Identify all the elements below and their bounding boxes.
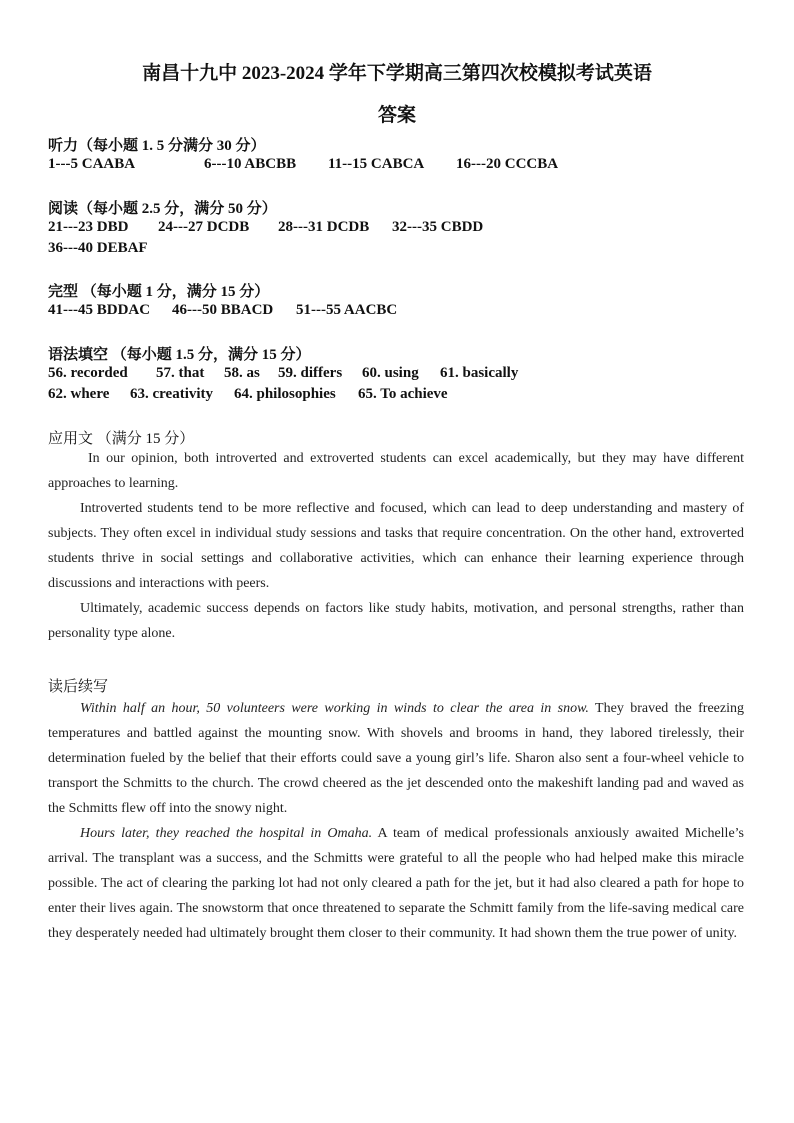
- answer-group: 21---23 DBD: [48, 219, 129, 235]
- answer-group: 24---27 DCDB: [158, 219, 250, 235]
- answer-item: 64. philosophies: [234, 386, 336, 402]
- answer-item: 59. differs: [278, 365, 343, 381]
- answer-item: 58. as: [224, 365, 260, 381]
- paragraph-body: A team of medical professionals anxiously awaited Michelle’s arrival. The transplant was a success, and the Schmitts were grateful to all the people who had helped make this miracle possible. The act of clearing the parking lot had not only cleared a path for the jet, but it had also cleared a path for hope to enter their lives again. The snowstorm that once threatened to separate the Schmitt family from the life-saving medical care they desperately needed had ultimately brought them closer to their community. It had shown them the true power of unity.: [48, 826, 744, 941]
- grammar-heading: 语法填空 （每小题 1.5 分，满分 15 分）: [48, 347, 311, 363]
- answer-group: 32---35 CBDD: [392, 219, 484, 235]
- answer-group: 16---20 CCCBA: [456, 156, 559, 172]
- page-subtitle: 答案: [377, 105, 416, 126]
- paragraph-lead-sentence: Hours later, they reached the hospital in Omaha.: [80, 826, 373, 841]
- writing-paragraph: Ultimately, academic success depends on factors like study habits, motivation, and personal strengths, rather than personality type alone.: [48, 601, 744, 641]
- continuation-sample: [48, 696, 744, 946]
- answer-item: 60. using: [362, 365, 419, 381]
- answer-item: 63. creativity: [130, 386, 214, 402]
- paragraph-lead-sentence: Within half an hour, 50 volunteers were working in winds to clear the area in snow.: [80, 701, 589, 716]
- continuation-paragraph: [48, 821, 744, 946]
- paragraph-body: They braved the freezing temperatures and battled against the mounting snow. With shovels and brooms in hand, they labored tirelessly, their determination fueled by the belief that their efforts could save a young girl’s life. Sharon also sent a four-wheel vehicle to transport the Schmitts to the church. The crowd cheered as the jet descended onto the makeshift landing pad and waved as the Schmitts flew off into the snowy night.: [48, 701, 744, 816]
- listening-heading: 听力（每小题 1. 5 分满分 30 分）: [48, 138, 266, 154]
- answer-group: 51---55 AACBC: [296, 302, 398, 318]
- answer-group: 46---50 BBACD: [172, 302, 274, 318]
- page-title: 南昌十九中 2023-2024 学年下学期高三第四次校模拟考试英语: [142, 63, 652, 84]
- answer-item: 62. where: [48, 386, 110, 402]
- answer-group: 28---31 DCDB: [278, 219, 370, 235]
- continuation-heading: 读后续写: [48, 679, 109, 695]
- continuation-paragraph: [48, 696, 744, 821]
- answer-group: 11--15 CABCA: [328, 156, 425, 172]
- reading-heading: 阅读（每小题 2.5 分，满分 50 分）: [48, 201, 277, 217]
- writing-paragraph: Introverted students tend to be more reflective and focused, which can lead to deep understanding and mastery of subjects. They often excel in individual study sessions and tasks that require concentration. On the other hand, extroverted students thrive in social settings and collaborative activities, which can enhance their learning experience through discussions and interactions with peers.: [48, 501, 744, 591]
- cloze-heading: 完型 （每小题 1 分，满分 15 分）: [48, 284, 270, 300]
- answer-item: 61. basically: [440, 365, 519, 381]
- answer-item: 57. that: [156, 365, 205, 381]
- answer-group: 41---45 BDDAC: [48, 302, 151, 318]
- writing-sample: [48, 446, 744, 646]
- answer-item: 56. recorded: [48, 365, 128, 381]
- answer-group: 36---40 DEBAF: [48, 240, 148, 256]
- answer-item: 65. To achieve: [358, 386, 448, 402]
- writing-paragraph: In our opinion, both introverted and extroverted students can excel academically, but they may have different approaches to learning.: [48, 451, 744, 491]
- answer-group: 6---10 ABCBB: [204, 156, 297, 172]
- answer-group: 1---5 CAABA: [48, 156, 136, 172]
- writing-heading: 应用文 （满分 15 分）: [48, 431, 195, 447]
